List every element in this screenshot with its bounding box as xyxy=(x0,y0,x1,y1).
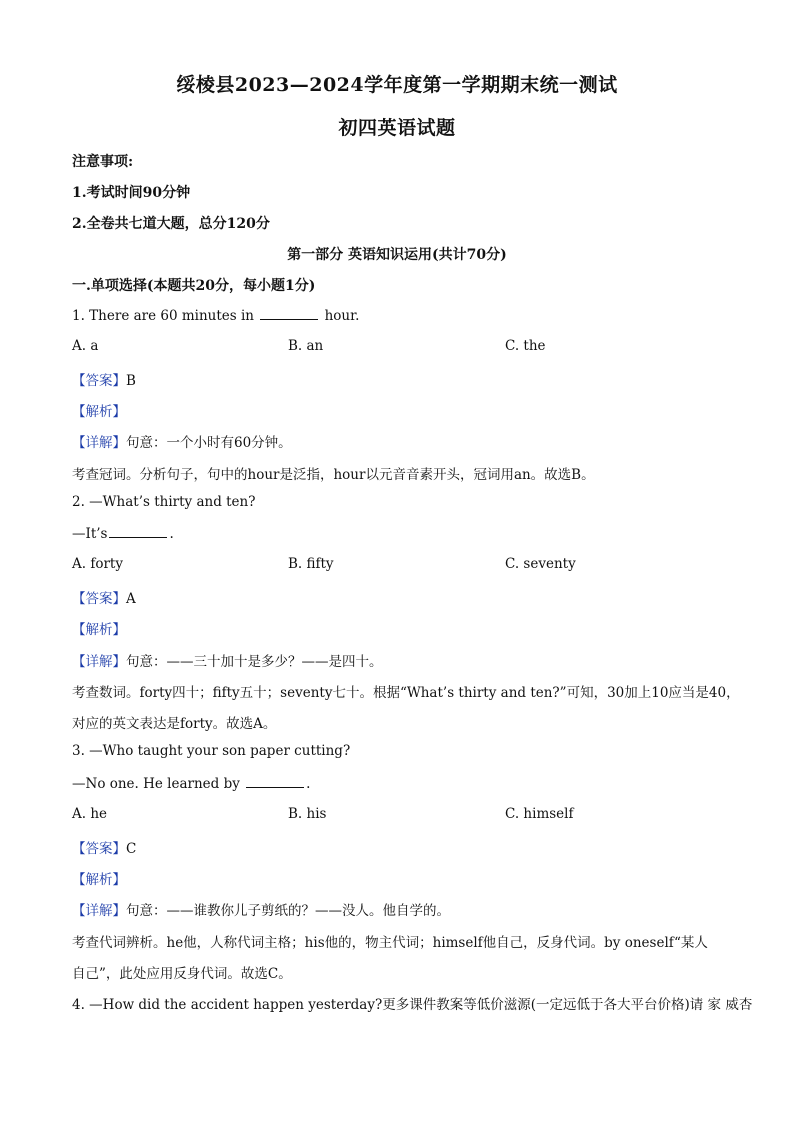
question-2-detail xyxy=(72,650,383,670)
notes-heading: 注意事项: xyxy=(72,154,134,170)
question-3-explain-1: 考查代词辨析。he他，人称代词主格；his他的，物主代词；himself他自己，反身代词。by oneself“某人 xyxy=(72,935,708,951)
question-1-detail xyxy=(72,431,292,451)
question-1-stem-b: hour. xyxy=(320,308,360,324)
question-2-answer-value: A xyxy=(126,591,136,607)
question-1-option-c: C. the xyxy=(505,338,546,354)
question-1-stem-a: 1. There are 60 minutes in xyxy=(72,308,254,324)
question-1-detail-text: 句意：一个小时有60分钟。 xyxy=(126,435,292,451)
question-3-stem-line1: 3. —Who taught your son paper cutting? xyxy=(72,743,351,759)
exam-title: 绥棱县2023—2024学年度第一学期期末统一测试 xyxy=(176,74,618,96)
question-1-stem xyxy=(72,307,359,324)
question-1-answer xyxy=(72,369,136,389)
detail-label: 【详解】 xyxy=(72,435,126,451)
section-title: 一.单项选择(本题共20分，每小题1分) xyxy=(72,278,316,294)
question-2-option-c: C. seventy xyxy=(505,556,576,572)
analysis-label: 【解析】 xyxy=(72,404,126,420)
question-2-stem-line1: 2. —What’s thirty and ten? xyxy=(72,494,256,510)
question-1-analysis-label xyxy=(72,400,126,420)
question-1-option-a: A. a xyxy=(72,338,99,354)
question-3-answer-value: C xyxy=(126,841,137,857)
answer-label: 【答案】 xyxy=(72,841,126,857)
question-3-explain-2: 自己”，此处应用反身代词。故选C。 xyxy=(72,966,292,982)
detail-label: 【详解】 xyxy=(72,903,126,919)
question-2-stem-a: —It’s xyxy=(72,526,108,542)
question-2-answer xyxy=(72,587,136,607)
question-3-option-a: A. he xyxy=(72,806,108,822)
question-2-stem-line2 xyxy=(72,525,174,542)
question-3-option-c: C. himself xyxy=(505,806,574,822)
question-3-detail xyxy=(72,899,450,919)
question-2-explain-1: 考查数词。forty四十；fifty五十；seventy七十。根据“What’s thirty and ten?”可知，30加上10应当是40， xyxy=(72,685,740,701)
question-3-answer xyxy=(72,837,136,857)
question-3-option-b: B. his xyxy=(288,806,327,822)
question-3-stem-line2 xyxy=(72,775,310,792)
question-3-analysis-label xyxy=(72,868,126,888)
question-1-option-b: B. an xyxy=(288,338,324,354)
question-2-analysis-label xyxy=(72,618,126,638)
answer-blank xyxy=(260,307,318,320)
question-2-option-b: B. fifty xyxy=(288,556,334,572)
exam-subtitle: 初四英语试题 xyxy=(338,117,456,139)
question-3-stem-a: —No one. He learned by xyxy=(72,776,240,792)
answer-label: 【答案】 xyxy=(72,373,126,389)
answer-blank xyxy=(109,525,167,538)
answer-blank xyxy=(246,775,304,788)
question-1-answer-value: B xyxy=(126,373,136,389)
question-2-explain-2: 对应的英文表达是forty。故选A。 xyxy=(72,716,277,732)
analysis-label: 【解析】 xyxy=(72,872,126,888)
detail-label: 【详解】 xyxy=(72,654,126,670)
question-2-detail-text: 句意：——三十加十是多少？——是四十。 xyxy=(126,654,383,670)
part-title: 第一部分 英语知识运用(共计70分) xyxy=(287,247,507,263)
note-item-2: 2.全卷共七道大题，总分120分 xyxy=(72,216,270,232)
question-3-stem-b: . xyxy=(306,776,311,792)
question-2-option-a: A. forty xyxy=(72,556,123,572)
question-4-stem-line1: 4. —How did the accident happen yesterday?更多课件教案等低价滋源(一定远低于各大平台价格)请 家 威杏 xyxy=(72,997,753,1013)
note-item-1: 1.考试时间90分钟 xyxy=(72,185,191,201)
question-1-explain: 考查冠词。分析句子，句中的hour是泛指，hour以元音音素开头，冠词用an。故选B。 xyxy=(72,467,595,483)
analysis-label: 【解析】 xyxy=(72,622,126,638)
question-2-stem-b: . xyxy=(169,526,174,542)
answer-label: 【答案】 xyxy=(72,591,126,607)
question-3-detail-text: 句意：——谁教你儿子剪纸的？——没人。他自学的。 xyxy=(126,903,450,919)
